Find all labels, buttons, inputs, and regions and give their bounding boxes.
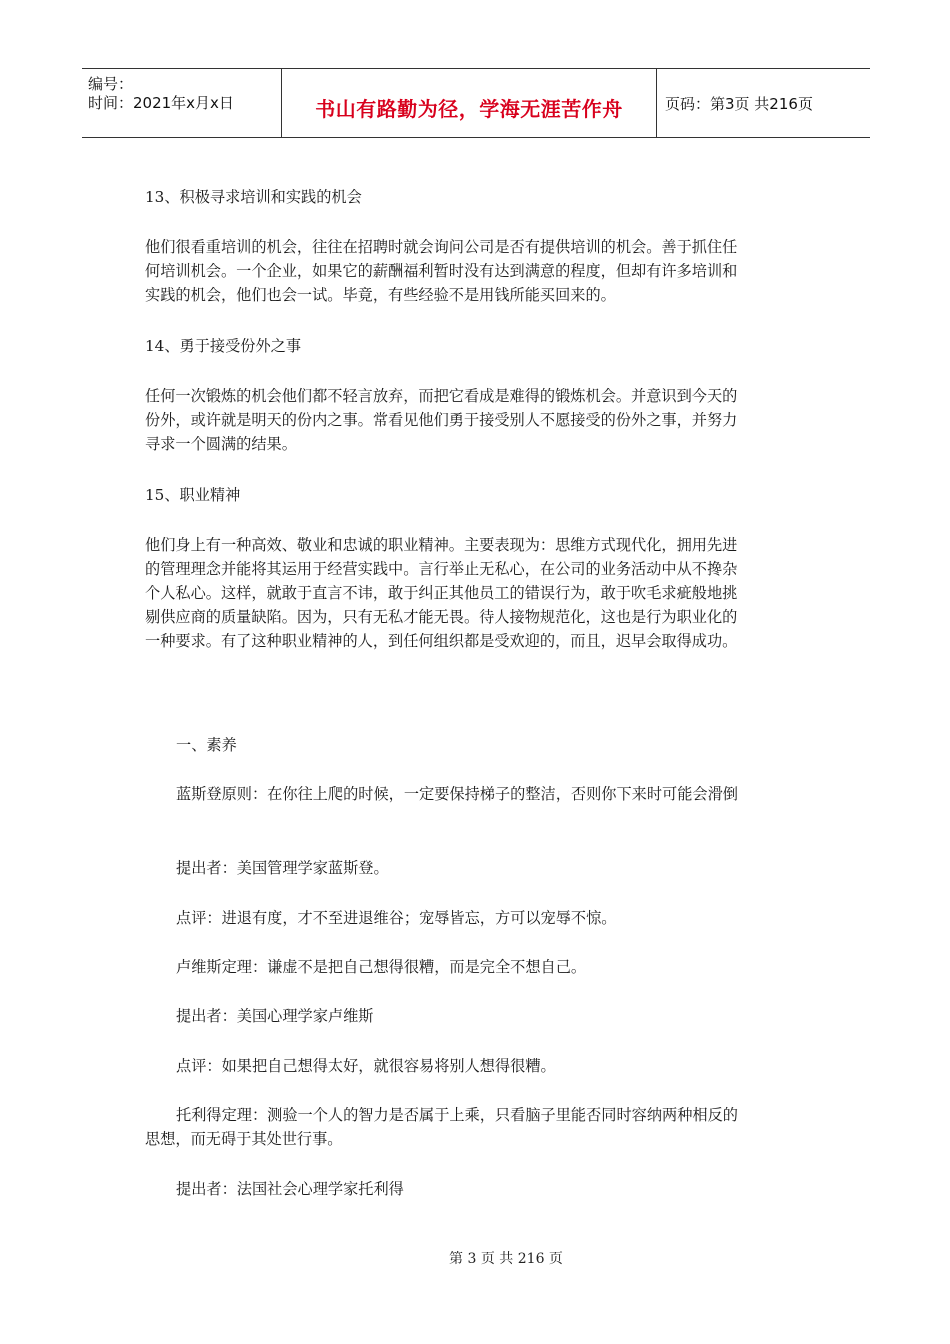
principle-comment: 点评：如果把自己想得太好，就很容易将别人想得很糟。 [176, 1057, 556, 1075]
principle-proposer: 提出者：美国管理学家蓝斯登。 [176, 859, 389, 877]
principle-lewis: 卢维斯定理：谦虚不是把自己想得很糟，而是完全不想自己。 [176, 958, 587, 976]
paragraph-line: 何培训机会。一个企业，如果它的薪酬福利暂时没有达到满意的程度，但却有许多培训和 [145, 262, 738, 280]
header-divider [656, 69, 657, 137]
paragraph-line: 任何一次锻炼的机会他们都不轻言放弃，而把它看成是难得的锻炼机会。并意识到今天的 [145, 387, 738, 405]
paragraph-line: 寻求一个圆满的结果。 [145, 435, 297, 453]
principle-toley: 托利得定理：测验一个人的智力是否属于上乘，只看脑子里能否同时容纳两种相反的 [176, 1106, 738, 1124]
principle-toley-continued: 思想，而无碍于其处世行事。 [145, 1130, 343, 1148]
document-date: 时间：2021年x月x日 [88, 94, 234, 112]
paragraph-line: 他们很看重培训的机会，往往在招聘时就会询问公司是否有提供培训的机会。善于抓住任 [145, 238, 738, 256]
principle-comment: 点评：进退有度，才不至进退维谷；宠辱皆忘，方可以宠辱不惊。 [176, 909, 617, 927]
principle-lanstone: 蓝斯登原则：在你往上爬的时候，一定要保持梯子的整洁，否则你下来时可能会滑倒 [176, 785, 738, 803]
paragraph-line: 一种要求。有了这种职业精神的人，到任何组织都是受欢迎的，而且，迟早会取得成功。 [145, 632, 738, 650]
paragraph-line: 实践的机会，他们也会一试。毕竟，有些经验不是用钱所能买回来的。 [145, 286, 616, 304]
paragraph-line: 份外，或许就是明天的份内之事。常看见他们勇于接受别人不愿接受的份外之事，并努力 [145, 411, 738, 429]
section-heading-13: 13、积极寻求培训和实践的机会 [145, 188, 362, 206]
section-heading-15: 15、职业精神 [145, 486, 241, 504]
paragraph-line: 个人私心。这样，就敢于直言不讳，敢于纠正其他员工的错误行为，敢于吹毛求疵般地挑 [145, 584, 738, 602]
paragraph-line: 他们身上有一种高效、敬业和忠诚的职业精神。主要表现为：思维方式现代化，拥用先进 [145, 536, 738, 554]
section-heading-14: 14、勇于接受份外之事 [145, 337, 302, 355]
paragraph-line: 的管理理念并能将其运用于经营实践中。言行举止无私心，在公司的业务活动中从不搀杂 [145, 560, 738, 578]
header-page-info: 页码：第3页 共216页 [665, 95, 813, 113]
paragraph-line: 剔供应商的质量缺陷。因为，只有无私才能无畏。待人接物规范化，这也是行为职业化的 [145, 608, 738, 626]
page-footer: 第 3 页 共 216 页 [449, 1251, 563, 1267]
header-motto: 书山有路勤为径，学海无涯苦作舟 [315, 97, 623, 121]
principle-proposer: 提出者：美国心理学家卢维斯 [176, 1007, 374, 1025]
principle-proposer: 提出者：法国社会心理学家托利得 [176, 1180, 404, 1198]
document-number-label: 编号： [88, 75, 134, 93]
document-header [82, 68, 870, 138]
subsection-heading: 一、素养 [176, 736, 237, 754]
